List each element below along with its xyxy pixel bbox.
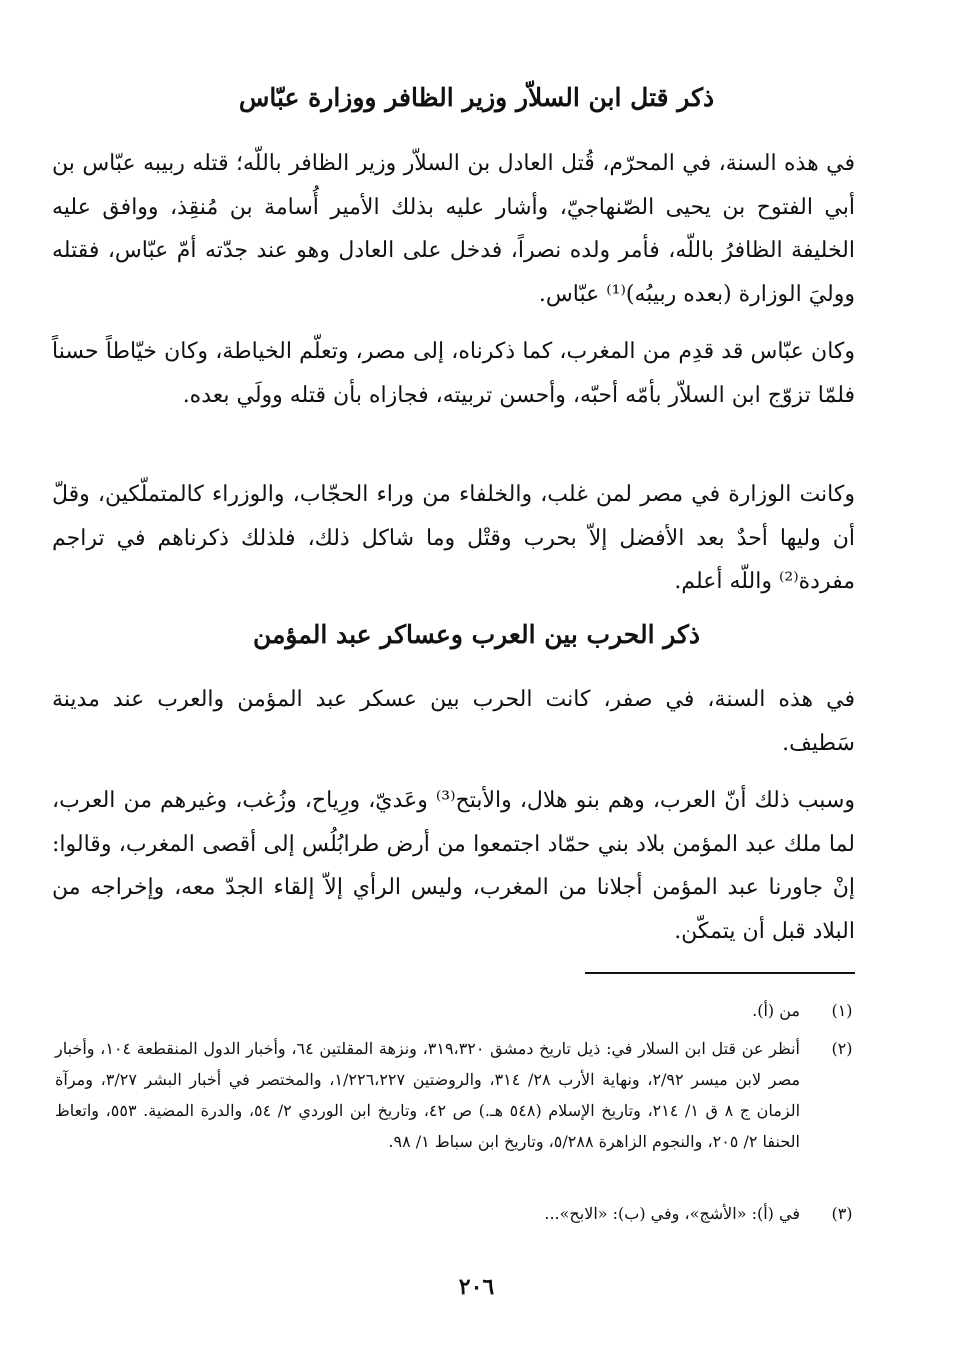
footnote-text: أنظر عن قتل ابن السلار في: ذيل تاريخ دمشق ٣١٩،٣٢٠، ونزهة المقلتين ٦٤، وأخبار الدول المنقطعة ١٠٤، وأخبار مصر لابن ميسر ٢/٩٢، ونهاية الأرب ٢٨/ ٣١٤، والروضتين ١/٢٢٦،٢٢٧، والمختصر في أخبار البشر ٣/٢٧، ومرآة الزمان ج ٨ ق ١/ ٢١٤، وتاريخ الإسلام (٥٤٨ هـ.) ص ٤٢، وتاريخ ابن الوردي ٢/ ٥٤، والدرة المضية. ٥٥٣، واتعاظ الحنفا ٢/ ٢٠٥، والنجوم الزاهرة ٥/٢٨٨، وتاريخ ابن سباط ١/ ٩٨. — [55, 1039, 801, 1151]
footnote-1 — [55, 995, 858, 1026]
footnote-2 — [55, 1033, 858, 1157]
section-heading-abbas: ذكر قتل ابن السلاّر وزير الظافر ووزارة عبّاس — [238, 83, 715, 112]
paragraph-3: وكانت الوزارة في مصر لمن غلب، والخلفاء من وراء الحجّاب، والوزراء كالمتملّكين، وقلّ أن وليها أحدٌ بعد الأفضل إلاّ بحرب وقتْل وما شاكل ذلك، فلذلك ذكرناهم في تراجم مفردة⁽²⁾ واللّه أعلم. — [52, 482, 855, 594]
footnote-3 — [55, 1198, 858, 1229]
footnote-text: في (أ): «الأشج»، وفي (ب): «الابح»... — [544, 1204, 800, 1223]
footnote-number: (٣) — [831, 1204, 853, 1223]
footnote-text: من (أ). — [752, 1001, 800, 1020]
paragraph-2: وكان عبّاس قد قدِم من المغرب، كما ذكرناه، إلى مصر، وتعلّم الخياطة، وكان خيّاطاً حسناً فلمّا تزوّج ابن السلاّر بأمّه أحبّه، وأحسن تربيته، فجازاه بأن قتله وولَي بعده. — [52, 339, 855, 408]
paragraph-5: وسبب ذلك أنّ العرب، وهم بنو هلال، والأبتح⁽³⁾ وعَديّ، ورِياح، وزُغب، وغيرهم من العرب، لما ملك عبد المؤمن بلاد بني حمّاد اجتمعوا من أرض طرابُلُس إلى أقصى المغرب، وقالوا: إنْ جاورنا عبد المؤمن أجلانا من المغرب، وليس الرأي إلاّ إلقاء الجدّ معه، وإخراجه من البلاد قبل أن يتمكّن. — [52, 788, 856, 944]
footnote-divider — [585, 972, 855, 974]
paragraph-4: في هذه السنة، في صفر، كانت الحرب بين عسكر عبد المؤمن والعرب عند مدينة سَطيف. — [52, 687, 855, 756]
page-number: ٢٠٦ — [458, 1274, 495, 1300]
paragraph-1: في هذه السنة، في المحرّم، قُتل العادل بن السلاّر وزير الظافر باللّه؛ قتله ربيبه عبّاس بن أبي الفتوح بن يحيى الصّنهاجيّ، وأشار عليه بذلك الأمير أُسامة بن مُنقِذ، ووافق عليه الخليفة الظافرُ باللّه، فأمر ولده نصراً، فدخل على العادل وهو عند جدّته أمّ عبّاس، فقتله ووليَ الوزارة (بعده ربيبُه)⁽¹⁾ عبّاس. — [52, 151, 855, 307]
section-heading-war: ذكر الحرب بين العرب وعساكر عبد المؤمن — [252, 620, 701, 649]
footnote-number: (١) — [831, 1001, 853, 1020]
footnote-number: (٢) — [831, 1039, 853, 1058]
